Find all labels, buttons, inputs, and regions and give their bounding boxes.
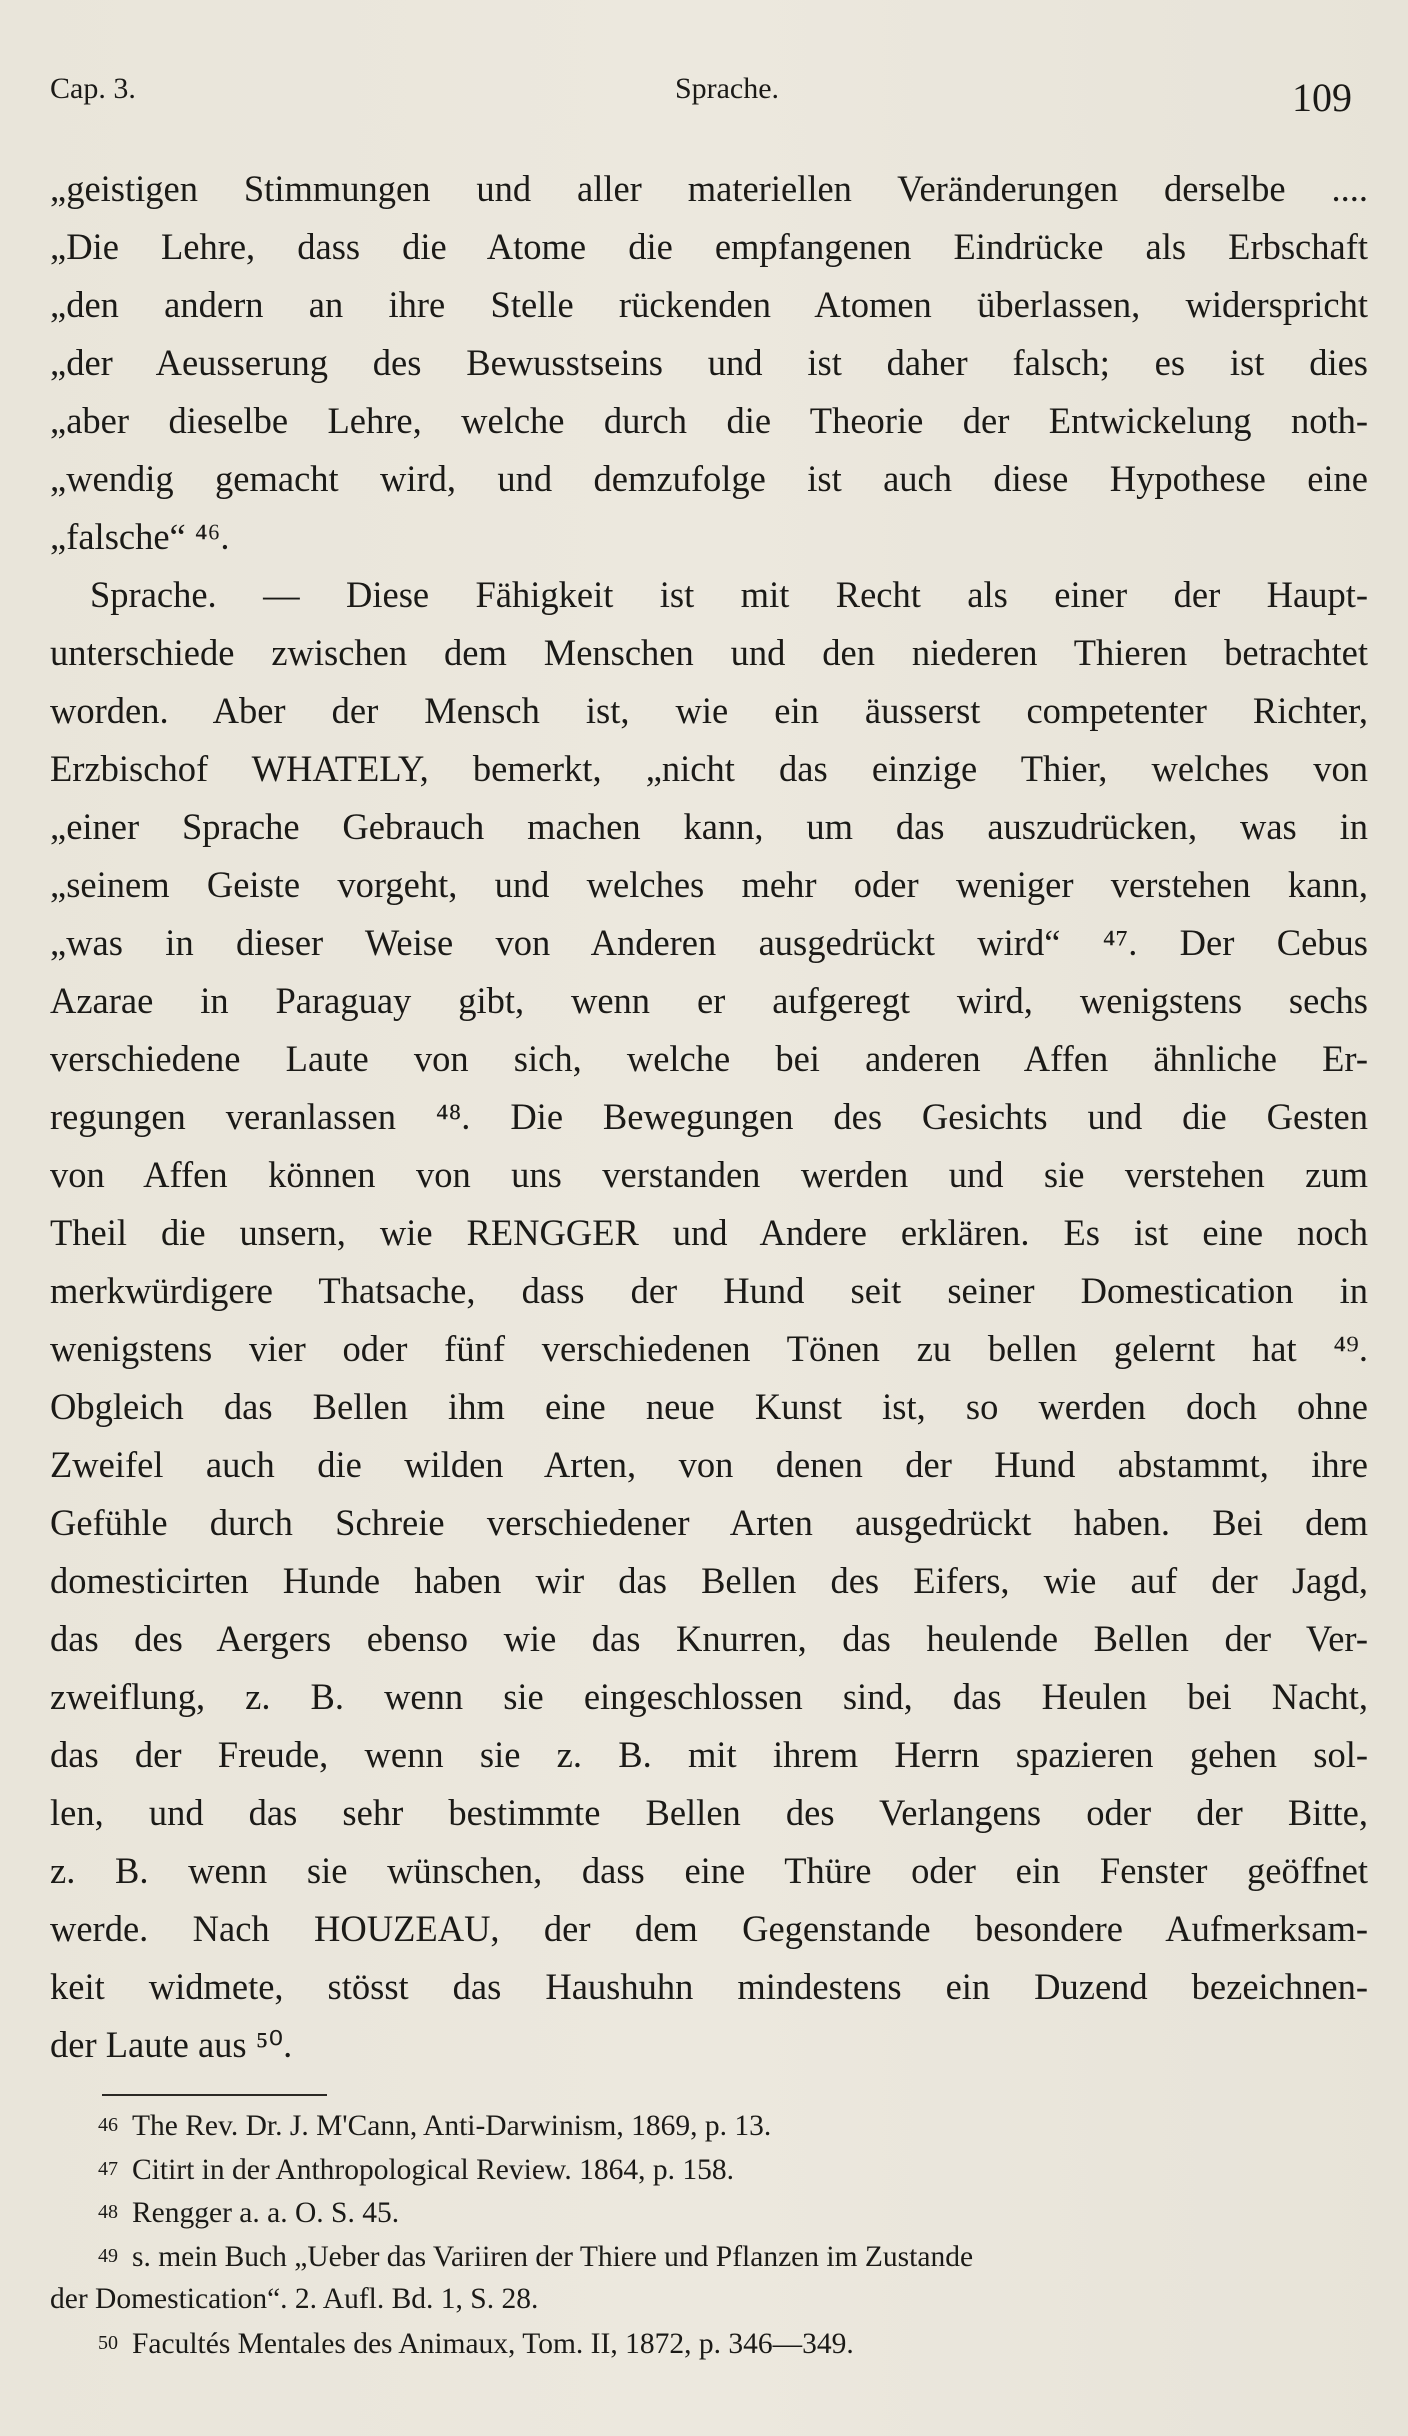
text-line: „aber dieselbe Lehre, welche durch die Theorie der Entwickelung noth- xyxy=(50,400,1368,441)
text-line: werde. Nach HOUZEAU, der dem Gegenstande besondere Aufmerksam- xyxy=(50,1908,1368,1949)
body-text xyxy=(50,160,1368,2074)
footnote-divider xyxy=(102,2094,327,2096)
footnote xyxy=(50,2322,1368,2366)
text-line: „Die Lehre, dass die Atome die empfangenen Eindrücke als Erbschaft xyxy=(50,226,1368,267)
footnote xyxy=(50,2191,1368,2235)
text-line: merkwürdigere Thatsache, dass der Hund seit seiner Domestication in xyxy=(50,1270,1368,1311)
text-line: regungen veranlassen ⁴⁸. Die Bewegungen des Gesichts und die Gesten xyxy=(50,1096,1368,1137)
text-line: „einer Sprache Gebrauch machen kann, um das auszudrücken, was in xyxy=(50,806,1368,847)
paragraph-start-line: Sprache. — Diese Fähigkeit ist mit Recht als einer der Haupt- xyxy=(90,574,1368,615)
footnote-text: Rengger a. a. O. S. 45. xyxy=(132,2197,400,2229)
footnote-number: 48 xyxy=(98,2201,118,2223)
text-line: Zweifel auch die wilden Arten, von denen der Hund abstammt, ihre xyxy=(50,1444,1368,1485)
footnote-number: 46 xyxy=(98,2114,118,2136)
footnote xyxy=(50,2235,1368,2279)
footnote-text: der Domestication“. 2. Aufl. Bd. 1, S. 28. xyxy=(50,2283,539,2315)
text-line: unterschiede zwischen dem Menschen und den niederen Thieren betrachtet xyxy=(50,632,1368,673)
footnote-number: 49 xyxy=(98,2244,118,2267)
text-line: „wendig gemacht wird, und demzufolge ist auch diese Hypothese eine xyxy=(50,458,1368,499)
text-line: Azarae in Paraguay gibt, wenn er aufgeregt wird, wenigstens sechs xyxy=(50,980,1368,1021)
text-line: Obgleich das Bellen ihm eine neue Kunst ist, so werden doch ohne xyxy=(50,1386,1368,1427)
footnote-continuation xyxy=(50,2278,1368,2322)
text-line: verschiedene Laute von sich, welche bei anderen Affen ähnliche Er- xyxy=(50,1038,1368,1079)
text-line: „was in dieser Weise von Anderen ausgedrückt wird“ ⁴⁷. Der Cebus xyxy=(50,922,1368,963)
text-line: keit widmete, stösst das Haushuhn mindestens ein Duzend bezeichnen- xyxy=(50,1966,1368,2007)
text-line: worden. Aber der Mensch ist, wie ein äusserst competenter Richter, xyxy=(50,690,1368,731)
footnote-text: The Rev. Dr. J. M'Cann, Anti-Darwinism, 1869, p. 13. xyxy=(132,2110,772,2142)
text-line: das des Aergers ebenso wie das Knurren, das heulende Bellen der Ver- xyxy=(50,1618,1368,1659)
footnote-text: s. mein Buch „Ueber das Variiren der Thiere und Pflanzen im Zustande xyxy=(132,2240,974,2273)
section-title: Sprache. xyxy=(674,72,780,105)
text-line: Theil die unsern, wie RENGGER und Andere erklären. Es ist eine noch xyxy=(50,1212,1368,1253)
footnote xyxy=(50,2104,1368,2148)
text-line: Erzbischof WHATELY, bemerkt, „nicht das einzige Thier, welches von xyxy=(50,748,1368,789)
footnote-text: Facultés Mentales des Animaux, Tom. II, 1872, p. 346—349. xyxy=(132,2327,854,2360)
text-line: „der Aeusserung des Bewusstseins und ist daher falsch; es ist dies xyxy=(50,342,1368,383)
chapter-label: Cap. 3. xyxy=(50,72,136,105)
text-line: wenigstens vier oder fünf verschiedenen Tönen zu bellen gelernt hat ⁴⁹. xyxy=(50,1328,1368,1369)
text-line: „geistigen Stimmungen und aller materiellen Veränderungen derselbe .... xyxy=(50,168,1368,209)
footnote-number: 50 xyxy=(98,2331,118,2354)
running-header xyxy=(50,68,1364,118)
footnote xyxy=(50,2148,1368,2192)
text-line: „falsche“ ⁴⁶. xyxy=(50,516,230,557)
text-line: der Laute aus ⁵⁰. xyxy=(50,2024,293,2065)
text-line: len, und das sehr bestimmte Bellen des Verlangens oder der Bitte, xyxy=(50,1792,1368,1833)
text-line: domesticirten Hunde haben wir das Bellen des Eifers, wie auf der Jagd, xyxy=(50,1560,1368,1601)
text-line: z. B. wenn sie wünschen, dass eine Thüre oder ein Fenster geöffnet xyxy=(50,1850,1368,1891)
page-number: 109 xyxy=(1292,75,1352,120)
footnote-number: 47 xyxy=(98,2157,118,2180)
text-line: zweiflung, z. B. wenn sie eingeschlossen sind, das Heulen bei Nacht, xyxy=(50,1676,1368,1717)
footnotes xyxy=(50,2104,1368,2365)
text-line: das der Freude, wenn sie z. B. mit ihrem Herrn spazieren gehen sol- xyxy=(50,1734,1368,1775)
text-line: „den andern an ihre Stelle rückenden Atomen überlassen, widerspricht xyxy=(50,284,1368,325)
footnote-text: Citirt in der Anthropological Review. 1864, p. 158. xyxy=(132,2153,734,2186)
text-line: Gefühle durch Schreie verschiedener Arten ausgedrückt haben. Bei dem xyxy=(50,1502,1368,1543)
text-line: von Affen können von uns verstanden werden und sie verstehen zum xyxy=(50,1154,1368,1195)
text-line: „seinem Geiste vorgeht, und welches mehr oder weniger verstehen kann, xyxy=(50,864,1368,905)
